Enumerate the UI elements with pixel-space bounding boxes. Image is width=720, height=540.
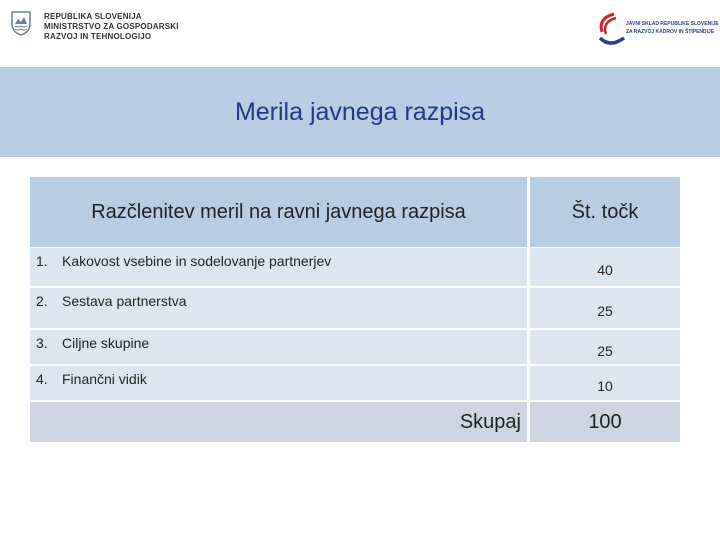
ministry-logo	[10, 10, 210, 46]
agency-line-1: JAVNI SKLAD REPUBLIKE SLOVENIJE	[626, 21, 719, 27]
table-row-points	[530, 366, 680, 400]
table-row-points	[530, 288, 680, 328]
agency-line-2: ZA RAZVOJ KADROV IN ŠTIPENDIJE	[626, 29, 715, 35]
row-points-value: 25	[597, 343, 613, 359]
agency-logo	[596, 8, 719, 48]
table-row-points	[530, 330, 680, 364]
table-row-points	[530, 248, 680, 286]
row-criterion: Ciljne skupine	[62, 335, 150, 351]
table-row-label	[30, 288, 527, 328]
title-band	[0, 67, 720, 157]
table-header-points	[530, 177, 680, 247]
total-points: 100	[588, 410, 622, 433]
table-row-label	[30, 248, 527, 286]
page-title: Merila javnega razpisa	[234, 97, 486, 126]
row-points-value: 40	[597, 262, 613, 278]
table-header-criteria	[30, 177, 527, 247]
row-number: 1.	[36, 253, 48, 269]
total-row-label-cell	[30, 402, 527, 442]
row-number: 3.	[36, 335, 48, 351]
table-row-label	[30, 366, 527, 400]
row-number: 4.	[36, 371, 48, 387]
ministry-line-1: REPUBLIKA SLOVENIJA	[44, 12, 142, 21]
total-row-points-cell	[530, 402, 680, 442]
agency-swirl-icon	[596, 8, 630, 48]
row-criterion: Sestava partnerstva	[62, 293, 187, 309]
row-number: 2.	[36, 293, 48, 309]
row-points-value: 10	[597, 378, 613, 394]
ministry-line-2: MINISTRSTVO ZA GOSPODARSKI	[44, 22, 179, 31]
points-header-label: Št. točk	[571, 200, 639, 223]
table-row-label	[30, 330, 527, 364]
ministry-name	[44, 12, 179, 42]
row-criterion: Kakovost vsebine in sodelovanje partnerjev	[62, 253, 332, 269]
agency-name	[626, 20, 719, 36]
total-label: Skupaj	[459, 410, 521, 433]
criteria-header-label: Razčlenitev meril na ravni javnega razpisa	[91, 200, 466, 223]
ministry-line-3: RAZVOJ IN TEHNOLOGIJO	[44, 32, 152, 41]
row-criterion: Finančni vidik	[62, 371, 147, 387]
coat-of-arms-icon	[10, 10, 32, 36]
row-points-value: 25	[597, 303, 613, 319]
